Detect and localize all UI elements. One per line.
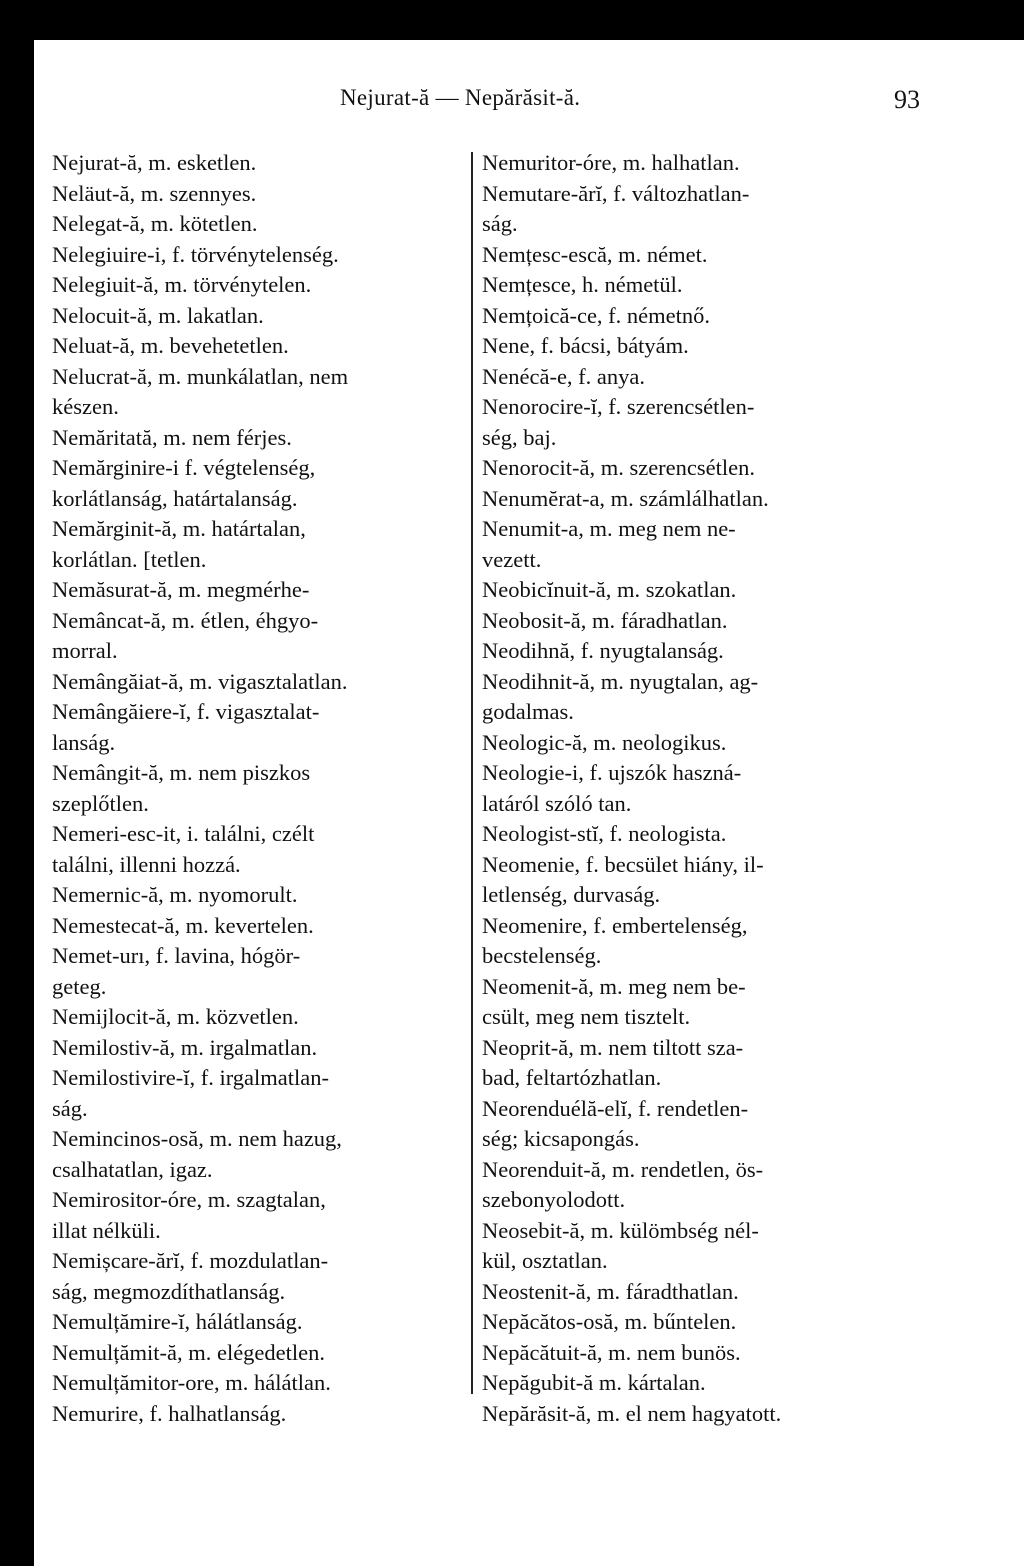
entry-continuation: találni, illenni hozzá. [52,851,241,877]
entry-headline: Nemilostivire-ĭ, f. irgalmatlan- [52,1065,330,1090]
page-number: 93 [894,85,920,114]
entry-headline: Neologist-stĭ, f. neologista. [482,821,727,846]
dictionary-entry [52,667,472,698]
dictionary-entry [52,880,472,911]
entry-continuation: ség; kicsapongás. [482,1126,640,1151]
entry-headline: Nepăgubit-ă m. kártalan. [482,1370,706,1395]
entry-headline: Nemțesc-escă, m. német. [482,241,708,267]
entry-continuation: geteg. [52,973,107,999]
entry-headline: Nemăritată, m. nem férjes. [52,424,292,450]
dictionary-entry [482,1094,912,1155]
running-head: Nejurat-ă — Nepărăsit-ă. [340,85,581,110]
dictionary-entry [52,362,472,423]
entry-headline: Nemurire, f. halhatlanság. [52,1400,287,1426]
entry-headline: Neomenire, f. embertelenség, [482,912,748,938]
dictionary-entry [482,911,912,972]
dictionary-entry [482,606,912,637]
entry-headline: Neorenduit-ă, m. rendetlen, ös- [482,1156,764,1182]
dictionary-page [34,40,1024,1566]
entry-continuation: korlátlan. [tetlen. [52,546,207,572]
dictionary-entry [52,911,472,942]
dictionary-entry [482,1155,912,1216]
dictionary-entry [52,514,472,575]
dictionary-entry [52,1124,472,1185]
entry-headline: Nemilostiv-ă, m. irgalmatlan. [52,1034,318,1060]
entry-headline: Nemet-urı, f. lavina, hógör- [52,943,301,968]
entry-continuation: illat nélküli. [52,1217,161,1243]
entry-continuation: korlátlanság, határtalanság. [52,485,298,511]
entry-continuation: becstelenség. [482,943,602,968]
dictionary-entry [52,240,472,271]
entry-headline: Nemernic-ă, m. nyomorult. [52,882,298,907]
entry-continuation: vezett. [482,546,542,572]
dictionary-entry [52,1307,472,1338]
entry-continuation: csült, meg nem tisztelt. [482,1004,691,1029]
dictionary-entry [482,1216,912,1277]
entry-headline: Nelocuit-ă, m. lakatlan. [52,302,264,328]
right-column [482,148,912,1429]
dictionary-entry [52,1002,472,1033]
dictionary-entry [52,209,472,240]
entry-headline: Neomenie, f. becsület hiány, il- [482,851,764,877]
entry-headline: Nemărginit-ă, m. határtalan, [52,516,306,541]
dictionary-entry [52,1399,472,1430]
dictionary-entry [482,758,912,819]
dictionary-entry [482,240,912,271]
entry-headline: Nemutare-ărĭ, f. változhatlan- [482,180,750,206]
column-divider [471,152,473,1394]
entry-headline: Neodihnit-ă, m. nyugtalan, ag- [482,668,759,694]
dictionary-entry [52,179,472,210]
entry-headline: Neorenduélă-elĭ, f. rendetlen- [482,1095,749,1121]
dictionary-entry [482,484,912,515]
dictionary-entry [482,972,912,1033]
entry-headline: Neläut-ă, m. szennyes. [52,180,257,206]
dictionary-entry [52,331,472,362]
dictionary-entry [482,270,912,301]
entry-headline: Nepăcătuit-ă, m. nem bunös. [482,1339,741,1365]
dictionary-entry [52,1368,472,1399]
entry-headline: Nenorocit-ă, m. szerencsétlen. [482,455,755,480]
entry-headline: Nenumit-a, m. meg nem ne- [482,516,736,541]
entry-headline: Neoprit-ă, m. nem tiltott sza- [482,1034,744,1060]
dictionary-entry [482,1277,912,1308]
entry-headline: Neluat-ă, m. bevehetetlen. [52,333,289,358]
entry-continuation: godalmas. [482,699,574,724]
entry-headline: Neostenit-ă, m. fáradthatlan. [482,1278,739,1304]
entry-headline: Nemeri-esc-it, i. találni, czélt [52,821,315,846]
dictionary-entry [52,1063,472,1124]
left-column [52,148,472,1429]
entry-continuation: ság. [482,211,518,236]
dictionary-entry [52,819,472,880]
entry-headline: Nenumĕrat-a, m. számlálhatlan. [482,485,769,511]
dictionary-entry [482,392,912,453]
entry-headline: Nemțoică-ce, f. németnő. [482,302,711,328]
entry-continuation: ség, baj. [482,424,557,450]
entry-headline: Neomenit-ă, m. meg nem be- [482,973,746,999]
entry-continuation: ság, megmozdíthatlanság. [52,1278,286,1304]
dictionary-entry [482,1368,912,1399]
entry-headline: Nemestecat-ă, m. kevertelen. [52,912,314,938]
entry-headline: Nelegat-ă, m. kötetlen. [52,211,258,236]
dictionary-entry [52,758,472,819]
dictionary-entry [52,1338,472,1369]
dictionary-entry [482,148,912,179]
entry-headline: Nemulțămit-ă, m. elégedetlen. [52,1339,326,1365]
dictionary-entry [482,1338,912,1369]
entry-headline: Nelegiuit-ă, m. törvénytelen. [52,272,312,297]
dictionary-entry [482,514,912,575]
entry-headline: Neologic-ă, m. neologikus. [482,729,727,755]
dictionary-entry [482,1399,912,1430]
entry-headline: Nejurat-ă, m. esketlen. [52,150,257,175]
entry-headline: Nemuritor-óre, m. halhatlan. [482,150,740,175]
dictionary-entry [482,453,912,484]
entry-headline: Nemulțămitor-ore, m. hálátlan. [52,1370,331,1395]
entry-continuation: lanság. [52,729,116,755]
page-header [34,85,1024,125]
entry-headline: Nene, f. bácsi, bátyám. [482,333,689,358]
entry-headline: Nemângăiere-ĭ, f. vigasztalat- [52,699,320,724]
entry-continuation: ság. [52,1095,88,1121]
entry-continuation: készen. [52,394,119,419]
dictionary-entry [482,819,912,850]
dictionary-entry [52,1033,472,1064]
dictionary-entry [482,301,912,332]
dictionary-entry [482,362,912,393]
entry-headline: Neosebit-ă, m. külömbség nél- [482,1217,759,1243]
dictionary-entry [482,575,912,606]
entry-headline: Neodihnă, f. nyugtalanság. [482,638,724,663]
entry-headline: Nepărăsit-ă, m. el nem hagyatott. [482,1400,782,1426]
entry-headline: Nemângăiat-ă, m. vigasztalatlan. [52,668,348,694]
dictionary-entry [52,1185,472,1246]
entry-headline: Nemărginire-i f. végtelenség, [52,455,316,480]
dictionary-entry [482,667,912,728]
dictionary-entry [482,636,912,667]
entry-headline: Nemincinos-osă, m. nem hazug, [52,1126,342,1151]
entry-headline: Nelucrat-ă, m. munkálatlan, nem [52,363,349,389]
dictionary-entry [52,301,472,332]
entry-continuation: letlenség, durvaság. [482,882,661,907]
dictionary-entry [482,728,912,759]
entry-continuation: szebonyolodott. [482,1187,626,1212]
entry-continuation: kül, osztatlan. [482,1248,608,1273]
dictionary-entry [482,1033,912,1094]
dictionary-entry [52,270,472,301]
dictionary-entry [52,423,472,454]
dictionary-entry [52,148,472,179]
entry-headline: Nemișcare-ărĭ, f. mozdulatlan- [52,1248,329,1273]
entry-headline: Nemulțămire-ĭ, hálátlanság. [52,1309,303,1334]
dictionary-entry [482,1307,912,1338]
dictionary-entry [52,453,472,514]
entry-headline: Nenorocire-ĭ, f. szerencsétlen- [482,394,755,419]
dictionary-entry [52,941,472,1002]
entry-continuation: latáról szóló tan. [482,790,632,816]
dictionary-entry [52,606,472,667]
entry-headline: Nenécă-e, f. anya. [482,363,646,389]
entry-continuation: morral. [52,638,118,663]
entry-headline: Nemâncat-ă, m. étlen, éhgyo- [52,607,319,633]
entry-continuation: bad, feltartózhatlan. [482,1065,662,1090]
dictionary-entry [52,575,472,606]
entry-continuation: szeplőtlen. [52,790,149,816]
entry-headline: Nemijlocit-ă, m. közvetlen. [52,1004,299,1029]
entry-headline: Neobicĭnuit-ă, m. szokatlan. [482,577,737,602]
entry-headline: Nemângit-ă, m. nem piszkos [52,760,311,785]
entry-headline: Nelegiuire-i, f. törvénytelenség. [52,241,339,267]
dictionary-entry [52,697,472,758]
entry-headline: Neologie-i, f. ujszók haszná- [482,760,742,785]
entry-headline: Neobosit-ă, m. fáradhatlan. [482,607,728,633]
entry-headline: Nemăsurat-ă, m. megmérhe- [52,577,310,602]
entry-headline: Nemirositor-óre, m. szagtalan, [52,1187,326,1212]
entry-continuation: csalhatatlan, igaz. [52,1156,213,1182]
entry-headline: Nepăcătos-osă, m. bűntelen. [482,1309,737,1334]
dictionary-entry [52,1246,472,1307]
entry-headline: Nemțesce, h. németül. [482,272,683,297]
dictionary-entry [482,331,912,362]
dictionary-entry [482,850,912,911]
dictionary-entry [482,179,912,240]
